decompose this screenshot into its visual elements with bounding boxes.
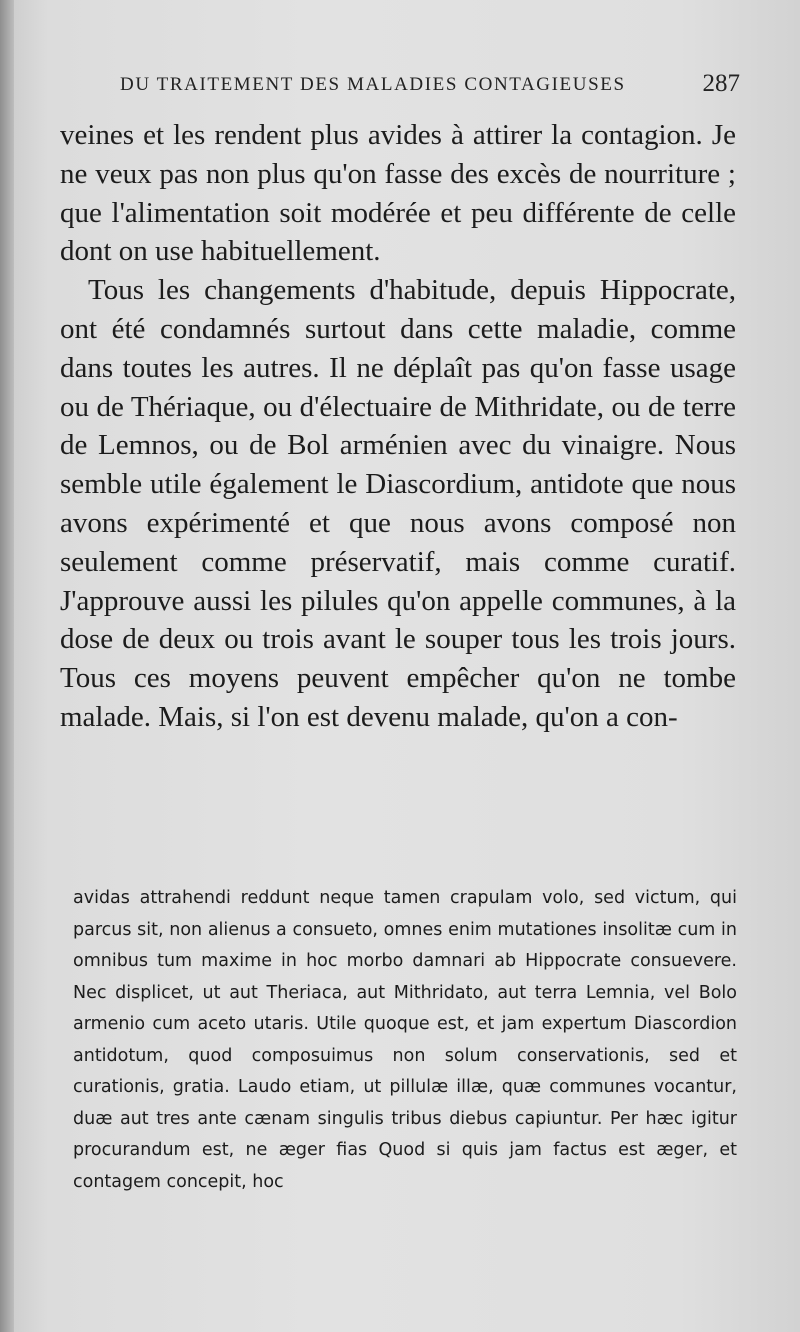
body-paragraph-2: Tous les changements d'habitude, depuis Hippocrate, ont été condamnés surtout dans cette maladie, comme dans toutes les autres. Il ne déplaît pas qu'on fasse usage ou de Thériaque, ou d'électuaire de Mithridate, ou de terre de Lemnos, ou de Bol arménien avec du vinaigre. Nous semble utile également le Diascordium, antidote que nous avons expérimenté et que nous avons composé non seulement comme préservatif, mais comme curatif. J'approuve aussi les pilules qu'on appelle communes, à la dose de deux ou trois avant le souper tous les trois jours. Tous ces moyens peuvent empêcher qu'on ne tombe malade. Mais, si l'on est devenu malade, qu'on a con- — [60, 274, 736, 733]
running-head: DU TRAITEMENT DES MALADIES CONTAGIEUSES — [120, 74, 626, 95]
french-translation — [60, 116, 736, 737]
latin-paragraph: avidas attrahendi reddunt neque tamen crapulam volo, sed victum, qui parcus sit, non alienus a consueto, omnes enim mutationes insolitæ cum in omnibus tum maxime in hoc morbo damnari ab Hippocrate consuevere. Nec displicet, ut aut Theriaca, aut Mithridato, aut terra Lemnia, vel Bolo armenio cum aceto utaris. Utile quoque est, et jam expertum Diascordion antidotum, quod composuimus non solum conservationis, sed et curationis, gratia. Laudo etiam, ut pillulæ illæ, quæ communes vocantur, duæ aut tres ante cænam singulis tribus diebus capiuntur. Per hæc igitur procurandum est, ne æger fias Quod si quis jam factus est æger, et contagem concepit, hoc — [73, 888, 737, 1192]
page-number: 287 — [702, 70, 740, 97]
body-paragraph-1: veines et les rendent plus avides à attirer la contagion. Je ne veux pas non plus qu'on fasse des excès de nourriture ; que l'alimentation soit modérée et peu différente de celle dont on use habituellement. — [60, 119, 736, 268]
latin-original — [73, 883, 737, 1198]
page-edge-shadow — [0, 0, 14, 1332]
page-header — [120, 70, 740, 104]
